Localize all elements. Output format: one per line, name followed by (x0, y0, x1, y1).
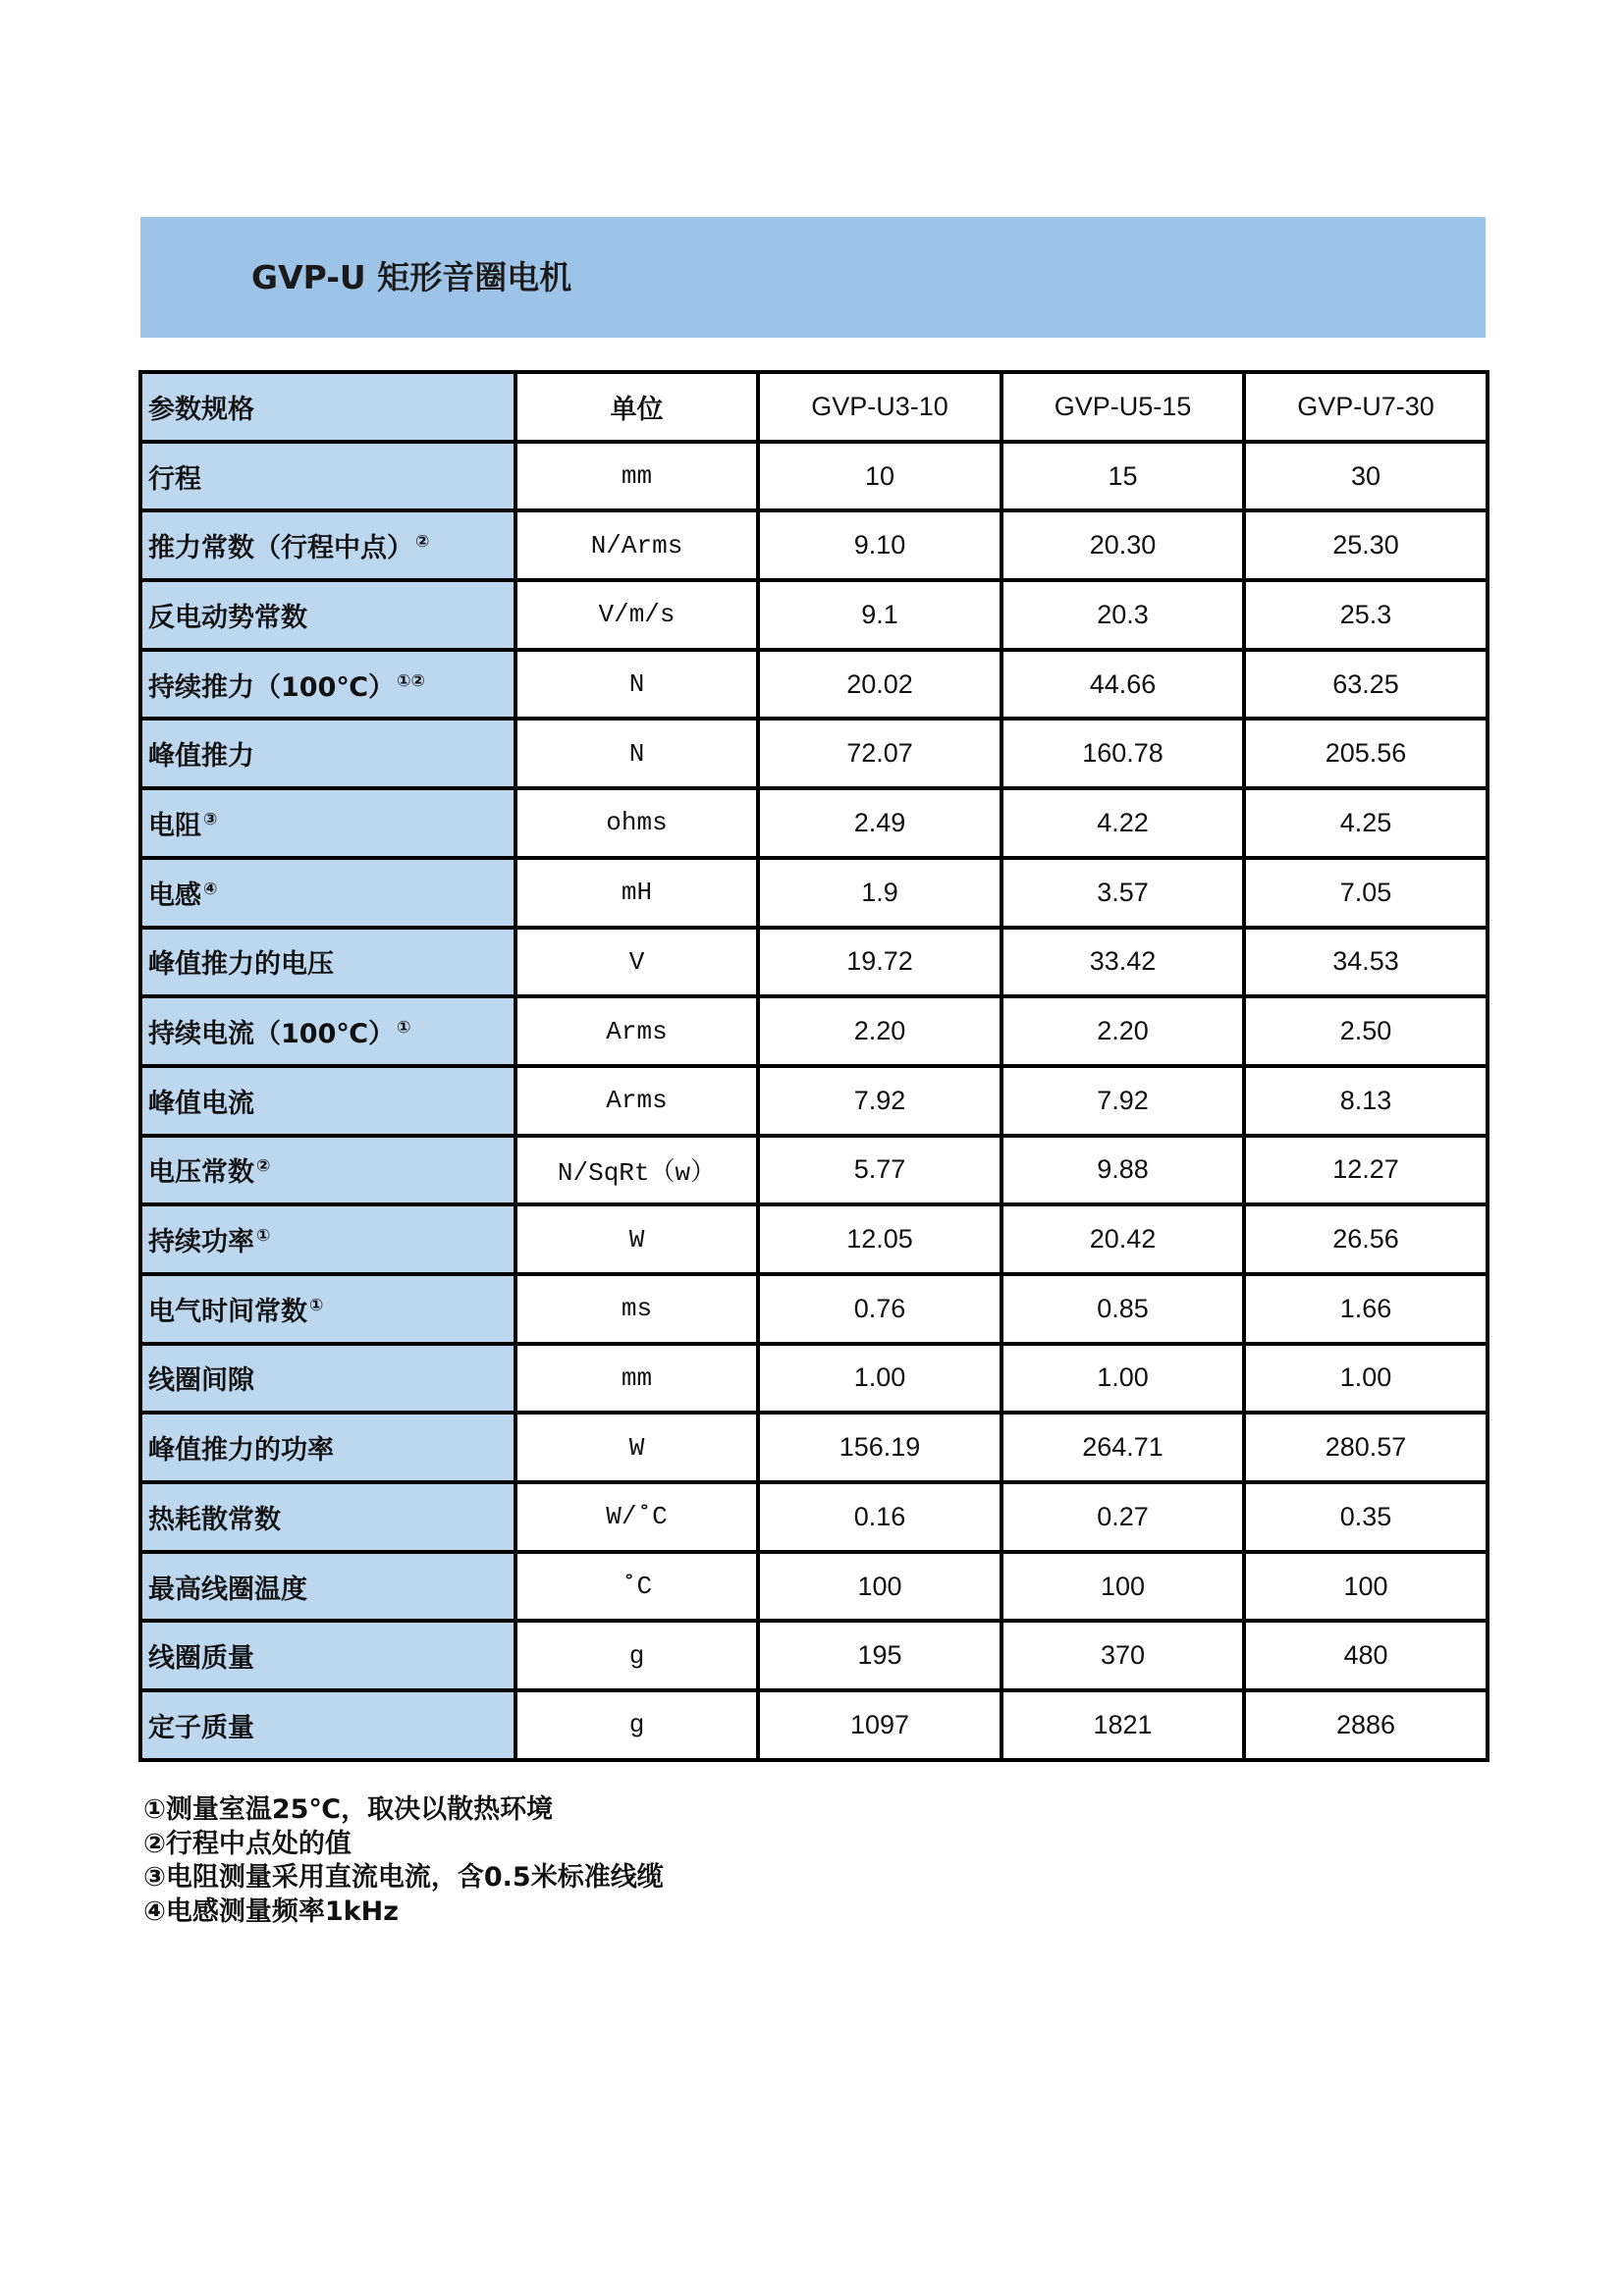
table-row (140, 1690, 1488, 1760)
value-cell-gvp-u5-15: 20.3 (1001, 580, 1244, 650)
value-cell-gvp-u3-10: 156.19 (758, 1413, 1001, 1482)
value-cell-gvp-u7-30: 2.50 (1244, 996, 1488, 1066)
unit-cell: N (515, 719, 758, 788)
value-cell-gvp-u7-30: 0.35 (1244, 1482, 1488, 1552)
page-title: GVP-U 矩形音圈电机 (251, 258, 572, 296)
value-cell-gvp-u3-10: 195 (758, 1621, 1001, 1690)
value-cell-gvp-u5-15: 33.42 (1001, 928, 1244, 997)
table-row (140, 1274, 1488, 1344)
param-cell (140, 510, 515, 580)
value-cell-gvp-u3-10: 5.77 (758, 1136, 1001, 1205)
table-row (140, 1204, 1488, 1274)
footnote-line: ②行程中点处的值 (143, 1828, 352, 1859)
table-row (140, 1621, 1488, 1690)
param-label: 持续电流（100℃） (148, 1019, 396, 1050)
param-label: 最高线圈温度 (148, 1574, 307, 1605)
value-cell-gvp-u7-30: 7.05 (1244, 858, 1488, 928)
param-label: 峰值电流 (148, 1088, 254, 1119)
table-row (140, 650, 1488, 720)
value-cell-gvp-u7-30: 1.66 (1244, 1274, 1488, 1344)
unit-cell: ms (515, 1274, 758, 1344)
header-cell-gvp-u7-30: GVP-U7-30 (1244, 372, 1488, 442)
table-row (140, 1413, 1488, 1482)
unit-cell: ˚C (515, 1552, 758, 1622)
value-cell-gvp-u7-30: 12.27 (1244, 1136, 1488, 1205)
value-cell-gvp-u7-30: 8.13 (1244, 1066, 1488, 1136)
param-cell (140, 719, 515, 788)
spec-table-body (140, 372, 1488, 1760)
param-label: 峰值推力的电压 (148, 949, 334, 981)
value-cell-gvp-u3-10: 1097 (758, 1690, 1001, 1760)
footnote-marker: ① (397, 1018, 411, 1039)
value-cell-gvp-u7-30: 63.25 (1244, 650, 1488, 720)
value-cell-gvp-u7-30: 34.53 (1244, 928, 1488, 997)
param-label: 定子质量 (148, 1712, 254, 1743)
unit-cell: g (515, 1690, 758, 1760)
footnote-line: ①测量室温25℃，取决以散热环境 (143, 1794, 554, 1825)
value-cell-gvp-u3-10: 2.49 (758, 788, 1001, 858)
value-cell-gvp-u7-30: 25.30 (1244, 510, 1488, 580)
footnote-line: ③电阻测量采用直流电流，含0.5米标准线缆 (143, 1862, 664, 1893)
param-cell (140, 858, 515, 928)
value-cell-gvp-u5-15: 2.20 (1001, 996, 1244, 1066)
table-row (140, 719, 1488, 788)
title-band (140, 217, 1486, 338)
value-cell-gvp-u7-30: 30 (1244, 442, 1488, 511)
param-label: 峰值推力的功率 (148, 1435, 334, 1467)
value-cell-gvp-u3-10: 100 (758, 1552, 1001, 1622)
param-cell (140, 1204, 515, 1274)
param-cell (140, 1136, 515, 1205)
unit-cell: mH (515, 858, 758, 928)
value-cell-gvp-u7-30: 205.56 (1244, 719, 1488, 788)
value-cell-gvp-u3-10: 7.92 (758, 1066, 1001, 1136)
param-cell (140, 1344, 515, 1414)
param-label: 电阻 (148, 810, 201, 841)
table-row (140, 1136, 1488, 1205)
footnote-marker: ② (415, 532, 430, 553)
footnote-marker: ② (256, 1156, 271, 1177)
param-label: 电感 (148, 880, 201, 911)
table-row (140, 1482, 1488, 1552)
value-cell-gvp-u7-30: 1.00 (1244, 1344, 1488, 1414)
unit-cell: W (515, 1204, 758, 1274)
value-cell-gvp-u5-15: 1821 (1001, 1690, 1244, 1760)
value-cell-gvp-u3-10: 19.72 (758, 928, 1001, 997)
param-cell (140, 1621, 515, 1690)
value-cell-gvp-u5-15: 20.42 (1001, 1204, 1244, 1274)
param-label: 电压常数 (148, 1157, 254, 1189)
param-cell (140, 1482, 515, 1552)
footnote-marker: ① (256, 1226, 271, 1247)
table-row (140, 1344, 1488, 1414)
param-cell (140, 580, 515, 650)
value-cell-gvp-u5-15: 15 (1001, 442, 1244, 511)
param-label: 推力常数（行程中点） (148, 533, 413, 564)
param-cell (140, 1274, 515, 1344)
value-cell-gvp-u5-15: 7.92 (1001, 1066, 1244, 1136)
unit-cell: V (515, 928, 758, 997)
value-cell-gvp-u5-15: 0.27 (1001, 1482, 1244, 1552)
value-cell-gvp-u7-30: 480 (1244, 1621, 1488, 1690)
param-cell (140, 928, 515, 997)
value-cell-gvp-u5-15: 4.22 (1001, 788, 1244, 858)
value-cell-gvp-u7-30: 26.56 (1244, 1204, 1488, 1274)
value-cell-gvp-u3-10: 9.1 (758, 580, 1001, 650)
param-label: 线圈质量 (148, 1643, 254, 1675)
spec-table (138, 370, 1489, 1762)
param-cell (140, 788, 515, 858)
param-label: 线圈间隙 (148, 1365, 254, 1397)
value-cell-gvp-u3-10: 10 (758, 442, 1001, 511)
table-row (140, 510, 1488, 580)
value-cell-gvp-u3-10: 0.76 (758, 1274, 1001, 1344)
table-header-row (140, 372, 1488, 442)
unit-cell: mm (515, 1344, 758, 1414)
value-cell-gvp-u3-10: 1.00 (758, 1344, 1001, 1414)
value-cell-gvp-u5-15: 160.78 (1001, 719, 1244, 788)
param-cell (140, 1552, 515, 1622)
table-row (140, 788, 1488, 858)
param-cell (140, 1690, 515, 1760)
footnote-marker: ③ (203, 809, 218, 829)
value-cell-gvp-u3-10: 9.10 (758, 510, 1001, 580)
unit-cell: W (515, 1413, 758, 1482)
footnote-marker: ① (309, 1295, 324, 1315)
unit-cell: W/˚C (515, 1482, 758, 1552)
value-cell-gvp-u5-15: 264.71 (1001, 1413, 1244, 1482)
value-cell-gvp-u3-10: 0.16 (758, 1482, 1001, 1552)
table-row (140, 858, 1488, 928)
param-cell (140, 650, 515, 720)
value-cell-gvp-u5-15: 3.57 (1001, 858, 1244, 928)
value-cell-gvp-u7-30: 25.3 (1244, 580, 1488, 650)
value-cell-gvp-u3-10: 20.02 (758, 650, 1001, 720)
param-label: 持续推力（100℃） (148, 671, 396, 703)
value-cell-gvp-u5-15: 100 (1001, 1552, 1244, 1622)
table-row (140, 1552, 1488, 1622)
header-cell-gvp-u5-15: GVP-U5-15 (1001, 372, 1244, 442)
param-label: 持续功率 (148, 1227, 254, 1258)
unit-cell: V/m/s (515, 580, 758, 650)
table-row (140, 928, 1488, 997)
param-cell (140, 442, 515, 511)
param-cell (140, 1413, 515, 1482)
param-cell (140, 996, 515, 1066)
unit-cell: ohms (515, 788, 758, 858)
unit-cell: N/SqRt（w） (515, 1136, 758, 1205)
value-cell-gvp-u5-15: 9.88 (1001, 1136, 1244, 1205)
value-cell-gvp-u5-15: 44.66 (1001, 650, 1244, 720)
footnote-marker: ④ (203, 879, 218, 899)
unit-cell: N/Arms (515, 510, 758, 580)
unit-cell: g (515, 1621, 758, 1690)
value-cell-gvp-u7-30: 2886 (1244, 1690, 1488, 1760)
unit-cell: Arms (515, 1066, 758, 1136)
footnote-marker: ①② (397, 670, 425, 691)
footnote-line: ④电感测量频率1kHz (143, 1896, 399, 1927)
value-cell-gvp-u3-10: 1.9 (758, 858, 1001, 928)
param-cell (140, 1066, 515, 1136)
value-cell-gvp-u5-15: 0.85 (1001, 1274, 1244, 1344)
param-label: 热耗散常数 (148, 1504, 281, 1535)
value-cell-gvp-u3-10: 12.05 (758, 1204, 1001, 1274)
table-row (140, 1066, 1488, 1136)
footnotes (143, 1793, 664, 1929)
table-row (140, 996, 1488, 1066)
header-cell-unit: 单位 (515, 372, 758, 442)
value-cell-gvp-u3-10: 72.07 (758, 719, 1001, 788)
table-row (140, 442, 1488, 511)
header-cell-parameter: 参数规格 (140, 372, 515, 442)
unit-cell: N (515, 650, 758, 720)
param-label: 电气时间常数 (148, 1296, 307, 1327)
value-cell-gvp-u7-30: 100 (1244, 1552, 1488, 1622)
value-cell-gvp-u7-30: 280.57 (1244, 1413, 1488, 1482)
param-label: 峰值推力 (148, 741, 254, 773)
param-label: 反电动势常数 (148, 602, 307, 633)
param-label: 行程 (148, 463, 201, 495)
value-cell-gvp-u5-15: 1.00 (1001, 1344, 1244, 1414)
header-cell-gvp-u3-10: GVP-U3-10 (758, 372, 1001, 442)
value-cell-gvp-u5-15: 20.30 (1001, 510, 1244, 580)
value-cell-gvp-u5-15: 370 (1001, 1621, 1244, 1690)
unit-cell: mm (515, 442, 758, 511)
unit-cell: Arms (515, 996, 758, 1066)
value-cell-gvp-u7-30: 4.25 (1244, 788, 1488, 858)
table-row (140, 580, 1488, 650)
value-cell-gvp-u3-10: 2.20 (758, 996, 1001, 1066)
